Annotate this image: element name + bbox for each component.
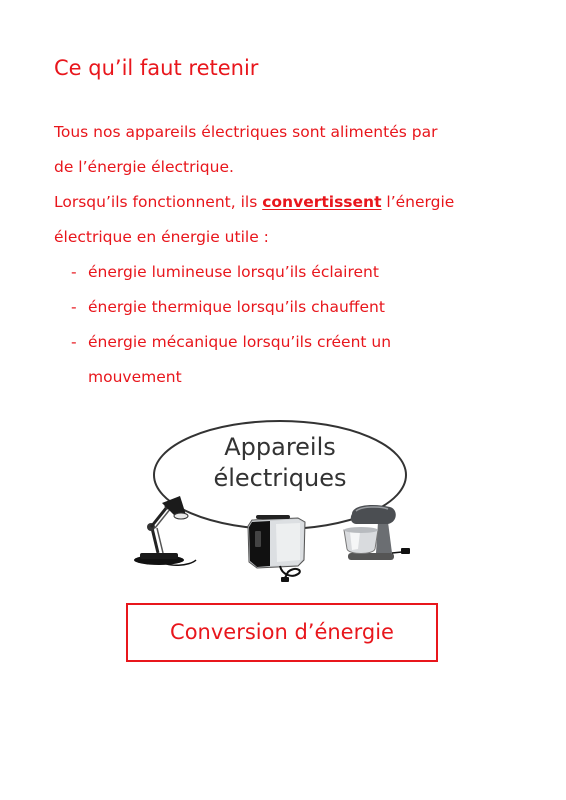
paragraph-line-2: de l’énergie électrique. — [54, 158, 234, 176]
ellipse-label — [155, 432, 405, 494]
ellipse-label-line-2: électriques — [213, 464, 347, 492]
bullet-text: énergie lumineuse lorsqu’ils éclairent — [88, 263, 379, 281]
paragraph-line-1: Tous nos appareils électriques sont alimentés par — [54, 123, 438, 141]
bullet-continuation: mouvement — [88, 368, 182, 386]
paragraph-line-4: électrique en énergie utile : — [54, 228, 269, 246]
desk-lamp-icon — [134, 496, 196, 565]
paragraph-line-3-start: Lorsqu’ils fonctionnent, ils — [54, 193, 263, 211]
bullet-dash: - — [71, 263, 77, 281]
ellipse-label-line-1: Appareils — [224, 433, 336, 461]
bullet-text: énergie mécanique lorsqu’ils créent un — [88, 333, 392, 351]
bullet-dash: - — [71, 298, 77, 316]
paragraph-line-3-end: l’énergie — [381, 193, 455, 211]
bullet-text: énergie thermique lorsqu’ils chauffent — [88, 298, 385, 316]
toaster-icon — [248, 515, 305, 582]
stand-mixer-icon — [344, 505, 410, 560]
bullet-dash: - — [71, 333, 77, 351]
keyword-convertissent: convertissent — [262, 193, 382, 211]
page-title: Ce qu’il faut retenir — [54, 56, 259, 80]
conversion-box: Conversion d’énergie — [126, 603, 438, 662]
